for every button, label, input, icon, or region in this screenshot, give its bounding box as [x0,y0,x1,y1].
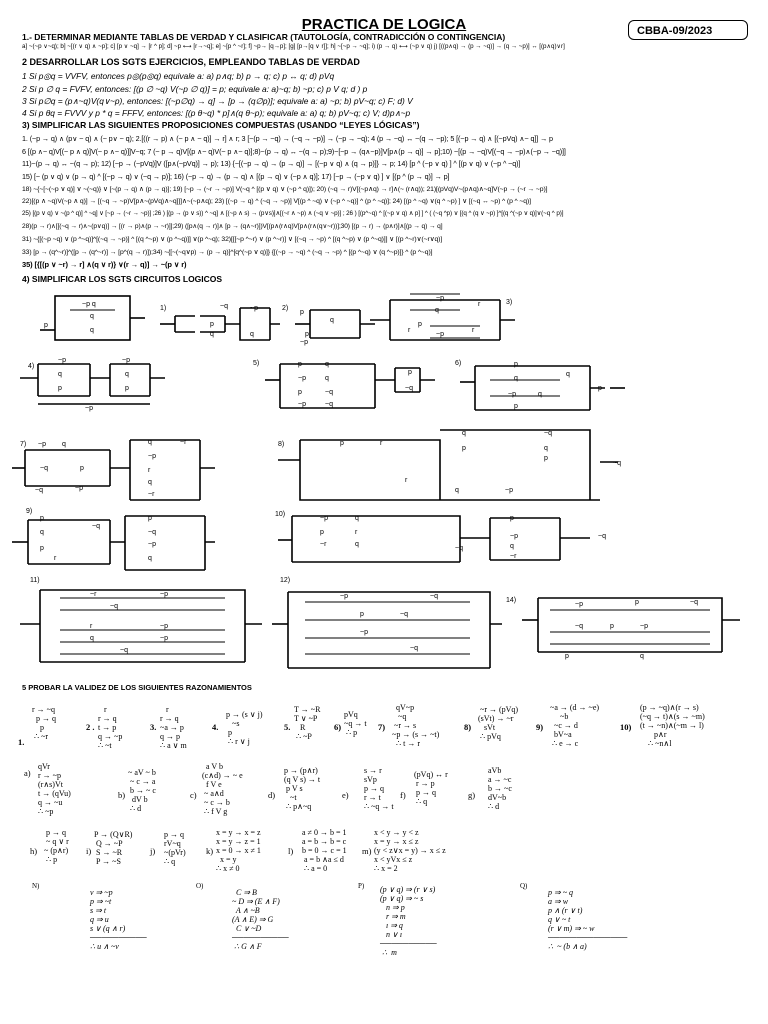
svg-text:q: q [462,430,466,437]
arg-6-label: 6) [334,722,342,732]
section2-line-4: 4 Si p θq = FVVV y p * q = FFFV, entonces: [(p θ~q) * p]∧(q θ~p); equivale a: a) q; b) pV~q; c) V; d)p∧~p [22,108,411,118]
svg-text:r: r [355,529,358,536]
svg-text:~p: ~p [160,635,168,642]
section2-heading: 2 DESARROLLAR LOS SGTS EJERCICIOS, EMPLEANDO TABLAS DE VERDAD [22,57,360,67]
section3-line-4: 15) [~ (p ∨ q) ∨ (p → q) ^ [(~p → q) ∨ (~q → p)]; 16) (~p → q) → (p → q) ∧ [(p → q) ∨ (~p ∧ q)]; 17) [~p → (~p ∨ q) ] ∨ [(p ^ (p → q)] → p] [22,172,450,181]
arg-e: s → r sVp p → q r → t ∴ ~q → t [364,766,394,811]
svg-text:q: q [125,371,129,378]
svg-text:q: q [566,371,570,378]
course-code-box: CBBA-09/2023 [628,20,748,40]
svg-text:~p: ~p [575,601,583,608]
svg-text:p: p [58,385,62,392]
arg-d: p → (p∧r) (q V s) → t p V s ~t ∴ p∧~q [284,766,321,811]
arg-k: x = y → x = z x = y → z = 1 x = 0 → x ≠ 1 x = y ∴ x ≠ 0 [216,828,261,873]
circuit-8 [278,430,618,500]
arg-q-label: Q) [520,882,528,890]
section2-line-1: 1 Si p◎q = VVFV, entonces p◎(p◎q) equivale a: a) p∧q; b) p → q; c) p ↔ q; d) pVq [22,71,335,81]
arg-j-label: j) [150,846,156,856]
circuit-9 [12,516,215,570]
arg-3: r r → q ~a → p q → p ∴ a ∨ m [160,705,187,750]
arg-i: P → (Q∨R) Q → ~P S → ~R P → ~S [94,830,133,866]
svg-text:p: p [408,369,412,376]
circuit-label-11: 11) [30,577,40,584]
circuit-label-9: 9) [26,508,33,515]
svg-text:q: q [90,327,94,334]
svg-text:p: p [40,515,44,522]
arg-c: a V b (c∧d) → ~ e f V e ~ a∧d ~ c → b ∴ f V g [202,762,243,816]
svg-text:q: q [148,479,152,486]
svg-text:q: q [325,375,329,382]
svg-text:~p: ~p [510,533,518,540]
svg-text:p: p [514,403,518,410]
svg-text:~p: ~p [300,339,308,346]
svg-text:~p: ~p [340,593,348,600]
circuit-11 [20,590,262,662]
svg-text:p: p [610,623,614,630]
svg-text:~q: ~q [613,460,621,467]
arg-e-label: e) [342,790,349,800]
arg-g-label: g) [468,790,476,800]
svg-text:~q: ~q [430,593,438,600]
circuit-14 [522,598,740,652]
section5-heading: 5 PROBAR LA VALIDEZ DE LOS SIGUIENTES RAZONAMIENTOS [22,683,252,692]
section4-heading: 4) SIMPLIFICAR LOS SGTS CIRCUITOS LOGICOS [22,274,223,284]
svg-text:p: p [298,389,302,396]
section1-heading: 1.- DETERMINAR MEDIANTE TABLAS DE VERDAD Y CLASIFICAR (TAUTOLOGÍA, CONTRADICCIÓN O CONTINGENCIA) [22,32,506,42]
section3-line-1: 1. (~p → q) ∧ (p∨ ~ q) ∧ (~ p∨ ~ q); 2.[((r → p) ∧ (~ p ∧ ~ q)] → r] ∧ r; 3 [~(p → ~q) → (~q → ~p)] → (~p → ~q); 4 (p → ~q) ↔ ~(q → ~p); 5 [(~p → q) ∧ [(~pVq) ∧~ q]] → p [22,134,553,143]
svg-text:~q: ~q [410,645,418,652]
svg-text:~q: ~q [544,430,552,437]
arg-3-label: 3. [150,722,157,732]
arg-5: T → ~R T ∨ ~P R ∴ ~P [294,705,321,741]
section2-line-2: 2 Si p ∅ q = FVFV, entonces: [(p ∅ ~q) V(~p ∅ q)] = p; equivale a: a)~q; b) ~p; c) p V q; d ) p [22,84,368,94]
svg-text:p: p [418,321,422,328]
arg-m: x < y → y < z x = y → x ≤ z (y < z∨x = y) → x ≤ z x < yVx ≤ z ∴ x = 2 [374,828,446,873]
svg-text:q: q [538,391,542,398]
svg-text:~q: ~q [400,611,408,618]
svg-text:~q: ~q [575,623,583,630]
svg-text:~p: ~p [360,629,368,636]
svg-text:p: p [320,529,324,536]
section3-line-3: 11)~(p → q) ↔ ~(q → p); 12) [~p → (~pVq)]V ([p∧(~pVq)] → p); 13) {~[(~p → q) → (p → q)] → [(~p ∨ q) ∧ (q → p)]} → p; 14) [p ^ (~p ∨ q) ] ^ [(p ∨ q) ∨ (~p ^ ~q)] [22,159,521,168]
arg-l: a ≠ 0 → b = 1 a = b → b = c b = 0 → c = 1 a = b ∧a ≤ d ∴ a = 0 [302,828,347,873]
circuit-4 [20,364,165,404]
svg-text:q: q [58,371,62,378]
svg-text:r: r [54,555,57,562]
svg-text:r: r [380,440,383,447]
svg-text:~p: ~p [250,305,258,312]
svg-text:~p: ~p [436,331,444,338]
arg-f-label: f) [400,790,406,800]
svg-text:~p: ~p [298,375,306,382]
svg-text:~p: ~p [148,541,156,548]
svg-text:~r: ~r [320,541,327,548]
arg-j: p → q rV~q ~(pVr) ∴ q [164,830,186,866]
svg-text:p: p [462,445,466,452]
svg-text:q: q [544,445,548,452]
arg-2-label: 2 . [86,722,95,732]
svg-text:~p: ~p [38,441,46,448]
svg-text:q: q [90,313,94,320]
svg-text:~p: ~p [436,295,444,302]
section2-line-3: 3 Si p∅q = (p∧~q)V(q∨~p), entonces: [(~p∅q) → q] → [p → (q∅p)]; equivale a: a) ~p; b) pV~q; c) F; d) V [22,96,413,106]
svg-text:r: r [405,477,408,484]
svg-text:p: p [305,331,309,338]
section3-line-11: 35) [{[(p ∨ ~r) → r] ∧(q ∨ r)} ∨(r → q)] → ~(p ∨ r) [22,260,187,269]
svg-text:~p: ~p [75,485,83,492]
section3-line-9: 31) ~{[(~p ~q) ∨ (p ^~q)]^[(~q → ~p)] ^ [(q ^~p) ∨ (p ^~q)]] ∨(p ^~q); 32)[[[~p ^~r) ∨ (p ^~r)] ∨ [(~q → ~p) ^ [(q ^~p) ∨ (p ^~q)]] ∨ [(p ^~r)∨(~r∨q)] [22,236,443,243]
svg-text:~q: ~q [110,603,118,610]
svg-text:~p: ~p [640,623,648,630]
arg-f: (pVq) ↔ r r → p p → q ∴ q [414,770,448,806]
arg-5-label: 5. [284,722,291,732]
svg-text:q: q [325,361,329,368]
svg-text:~q: ~q [598,533,606,540]
svg-text:~q: ~q [325,401,333,408]
arg-p: (p ∨ q) ⇒ (r ∨ s) (p ∨ q) ⇒ ~ s n ⇒ p r ⇒ m ı ⇒ q n ∨ ı ────────── ∴ m [380,885,437,957]
svg-text:~p: ~p [58,357,66,364]
svg-text:p: p [598,385,602,392]
svg-text:q: q [355,541,359,548]
svg-text:p: p [210,321,214,328]
circuit-label-8: 8) [278,441,285,448]
arg-c-label: c) [190,790,197,800]
arg-b-label: b) [118,790,126,800]
arg-9-label: 9) [536,722,544,732]
svg-text:~p: ~p [85,405,93,412]
circuit-label-3: 3) [506,299,513,306]
circuit-label-4: 4) [28,363,35,370]
arg-h-label: h) [30,846,38,856]
svg-text:~r: ~r [180,439,187,446]
circuits-diagram [0,280,768,680]
section3-line-7: 25) [(p ∨ q) ∨ ~(p ^ q)] ^ ~q] ∨ [~p → (~r → ~p)] ;26 ) [(p → (p ∨ s)) ^ ~q] ∧ [(~p ∧ s) → (p∨s)]∧[(~r ∧ ~p) ∧ (~q ∨ ~p)] ; 26 ) [(p^~q) ^ [(~p ∨ q) ∧ p] ] ^ ( (~q ^p) ∨ [(q ^ (q ∨ ~p) ]^[(q ^(~p ∨ q)]∨(~q ^ p)] [22,210,564,217]
arg-g: aVb a → ~c b → ~c dV~b ∴ d [488,766,512,811]
svg-text:p: p [80,465,84,472]
svg-text:q: q [62,441,66,448]
svg-text:p: p [565,653,569,660]
svg-text:p: p [300,309,304,316]
section3-line-8: 28)(p → r)∧[[(~q → r)∧~(p∨q)] → [(r → p)∧(p → ~r)]];29) ([p∧(q → r)]∧ [p → (q∧~r)])V[(p∧(r∧q)V[p∧(r∧(q∨~r))];30) [(p → r) → (p∧r)]∧[(p → q) → q] [22,223,443,230]
svg-text:~p: ~p [505,487,513,494]
svg-text:~p: ~p [148,453,156,460]
svg-text:~q: ~q [325,389,333,396]
arg-a: qVr r → ~p (r∧s)Vt t → (qVu) q → ~u ∴ ~p [38,762,71,816]
arg-o-label: O) [196,882,204,890]
circuit-1b [160,308,280,340]
svg-text:~p: ~p [320,515,328,522]
circuit-label-7: 7) [20,441,27,448]
svg-text:r: r [472,327,475,334]
svg-text:~r: ~r [148,491,155,498]
arg-h: p → q ~ q ∨ r ~ (p∧r) ∴ p [44,828,69,864]
svg-text:q: q [90,635,94,642]
svg-text:p: p [514,361,518,368]
circuit-label-1: 1) [160,305,167,312]
svg-text:p: p [510,515,514,522]
svg-text:q: q [510,543,514,550]
arg-8: ~r → (pVq) (sVt) → ~r sVt ∴ pVq [478,705,519,741]
section3-heading: 3) SIMPLIFICAR LAS SIGUIENTES PROPOSICIONES COMPUESTAS (USANDO “LEYES LÓGICAS”) [22,120,420,130]
arg-4: p → (s ∨ j) ~s p ∴ r ∨ j [226,710,263,746]
svg-text:q: q [355,515,359,522]
svg-text:~q: ~q [92,523,100,530]
svg-text:~p: ~p [160,623,168,630]
svg-text:r: r [90,623,93,630]
svg-text:q: q [40,529,44,536]
arg-i-label: i) [86,846,92,856]
svg-text:~p q: ~p q [82,301,96,308]
section3-line-6: 22)[(p ∧ ~q)V(~p ∧ q)] → [(~q → ~p)V[p∧~(pVq)∧~q]]]∧~(~p∧q); 23) [(~p → q) ^ (~q → ~p)] V[(p ^ ~q) ∨ (~p ^ ~q)] ^ (p ^ ~q)]; 24) [(p ^ ~q) ∨(q ^ ~p) ] ∨ [(~q ↔ ~p) ^ (p ^ ~q)] [22,198,531,205]
svg-text:~q: ~q [220,303,228,310]
svg-text:~p: ~p [298,401,306,408]
arg-9: ~a → (d → ~e) ~b ~c → d bV~a ∴ e → c [550,703,600,748]
circuit-label-14: 14) [506,597,517,604]
svg-text:q: q [455,487,459,494]
svg-text:r: r [148,467,151,474]
arg-10: (p → ~q)∧(r → s) (~q → t)∧(s → ~m) (t → ~n)∧(~m → l) p∧r ∴ ~n∧l [640,703,705,748]
arg-a-label: a) [24,768,31,778]
svg-text:p: p [44,322,48,329]
arg-b: ~ aV ~ b ~ c → a b → ~ c dV b ∴ d [128,768,156,813]
arg-2: r r → q t → p q → ~p ∴ ~t [98,705,123,750]
circuit-12 [272,592,502,668]
svg-text:p: p [40,545,44,552]
circuit-label-5: 5) [253,360,260,367]
circuit-label-12: 12) [280,577,291,584]
svg-text:~q: ~q [35,487,43,494]
arg-k-label: k) [206,846,214,856]
circuit-label-10: 10) [275,511,286,518]
arg-m-label: m) [362,846,372,856]
svg-text:r: r [408,327,411,334]
section3-line-5: 18) ~{~[~(~p ∨ q)] ∨ ~(~q)} ∨ [~(p → q) ∧ (p → q)]; 19) [~p → (~r → ~p)] V(~q ^ [(p ∨ q) ∨ (~p ^ q)]); 20) (~q → r)V[(~p∧q) → r]∧(~ (r∧q)); 21)[(pVq)V~(p∧q)∧~q]V(~p → (~r → ~p)] [22,186,548,193]
svg-text:p: p [544,455,548,462]
svg-text:~q: ~q [405,385,413,392]
svg-text:~q: ~q [40,465,48,472]
arg-n-label: N) [32,882,40,890]
circuit-label-6: 6) [455,360,462,367]
arg-7: qV~p ~q ~r → s ~p → (s → ~t) ∴ t → r [392,703,440,748]
svg-text:q: q [148,555,152,562]
svg-text:~q: ~q [455,545,463,552]
arg-n: v ⇒ ~p p ⇒ ~t s ⇒ t q ⇒ u s ∨ (q ∧ r) ────────── ∴ u ∧ ~v [90,888,147,951]
arg-6: pVq ~q → t ∴ p [344,710,367,737]
arg-1: r → ~q p → q p ∴ ~r [32,705,56,741]
svg-text:p: p [635,599,639,606]
section3-line-10: 33) [p → (q^~r)]^([p → (q^~r)] → [p^(q → r)]);34) ~{[~(~q∨p) → (p → q)]^[q^(~p ∨ q)]} {[(~p → ~q) ^ (~q → ~p) ^ [(p ^~q) ∨ (q ^~p)]} ^ (p ^~q)] [22,249,433,256]
svg-text:~r: ~r [510,553,517,560]
svg-text:q: q [148,439,152,446]
svg-text:~r: ~r [90,591,97,598]
svg-text:p: p [148,515,152,522]
svg-text:~p: ~p [160,591,168,598]
svg-text:q: q [330,317,334,324]
circuit-label-2: 2) [282,305,289,312]
arg-10-label: 10) [620,722,632,732]
svg-text:p: p [125,385,129,392]
arg-4-label: 4. [212,722,219,732]
svg-text:q: q [435,307,439,314]
svg-text:p: p [298,361,302,368]
svg-text:~q: ~q [120,647,128,654]
svg-text:q: q [514,375,518,382]
svg-text:~p: ~p [122,357,130,364]
arg-7-label: 7) [378,722,386,732]
svg-text:~q: ~q [148,529,156,536]
svg-text:q: q [210,331,214,338]
section1-line: a] ~(~p ∨~q); b] ~[(r ∨ q) ∧ ~p]; c] [p ∨ ~q] → [r ^ p]; d] ~p ⟷ [r→~q]; e] ~[p ^ ~r]; f] ~p→ [q→p]; [g] [p→[q ∨ r]]; h] ~[~p → ~q]; i) (p → q) ⟷ (~p ∨ q) j) [((p∧q) → (p → ~q)] → (q → ~p)] ↔ [(p∧q)∨r] [22,43,565,50]
svg-text:r: r [478,301,481,308]
arg-8-label: 8) [464,722,472,732]
arg-o: C ⇒ B ~ D ⇒ (E ∧ F) A ∧ ~B (A ∧ E) ⇒ G C ∨ ~D ────────── ∴ G ∧ F [232,888,289,951]
arg-q: p ⇒ ~ q a ⇒ w p ∧ (r ∨ t) q ∨ ~ t (r ∨ m) ⇒ ~ w ────────────── ∴ ~ (b ∧ a) [548,888,628,951]
section3-line-2: 6 [(p ∧~ q)V[(~ p ∧ q)]V(~ p ∧~ q)]]V~q; 7 (~ p → q)V[(p ∧~ q)V(~ p ∧~ q)];8)~(p → q) ↔ ~(q → p);9)~[~p → (q∧~p)]V[p∧(p → q)] → p];10) ~[(p → ~q)V[(~q → ~p)∧(~p → ~q)]] [22,147,566,156]
arg-1-label: 1. [18,737,25,747]
arg-l-label: l) [288,846,294,856]
arg-d-label: d) [268,790,276,800]
svg-text:q: q [250,331,254,338]
svg-text:~q: ~q [690,599,698,606]
svg-text:p: p [340,440,344,447]
arg-p-label: P) [358,882,365,890]
svg-text:~p: ~p [508,391,516,398]
circuit-10 [278,516,590,562]
svg-text:q: q [640,653,644,660]
page-title: PRACTICA DE LOGICA [301,16,467,33]
svg-text:p: p [360,611,364,618]
